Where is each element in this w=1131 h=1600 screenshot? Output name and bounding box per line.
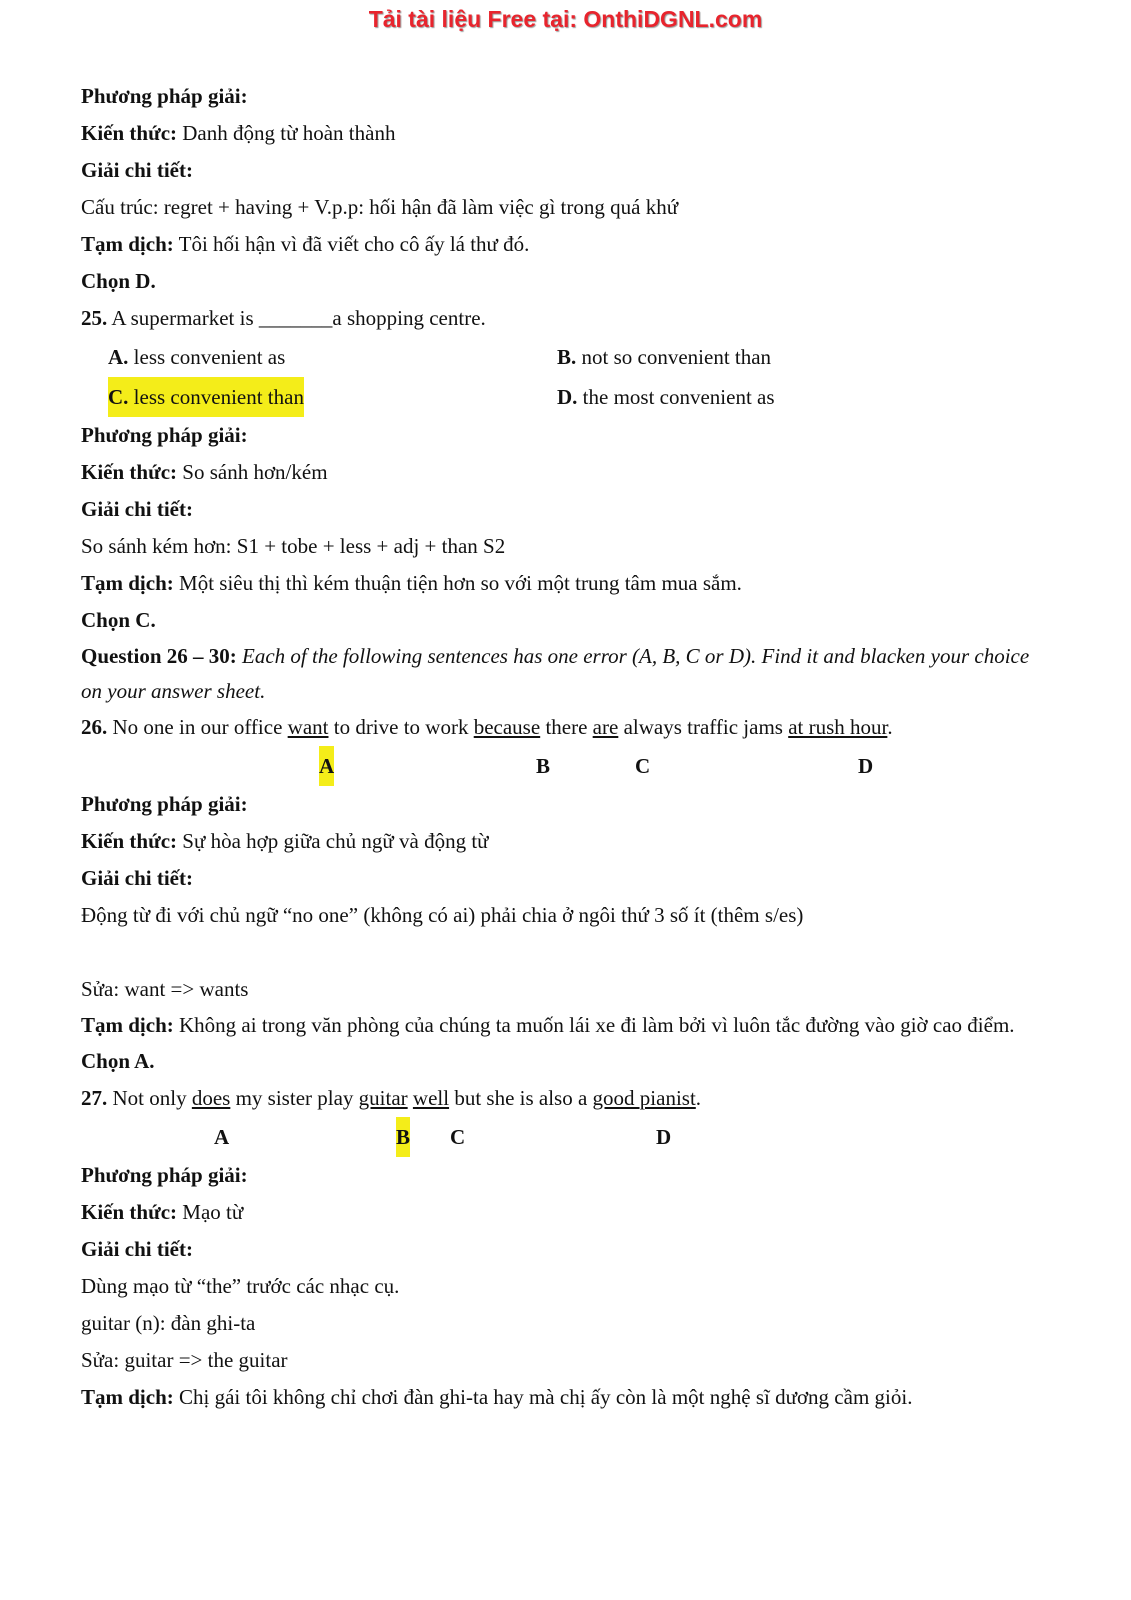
- error-markers: [81, 746, 1051, 786]
- marker-d: D: [656, 1125, 672, 1149]
- sentence-text: .: [695, 1086, 702, 1110]
- marker-c: C: [450, 1125, 466, 1149]
- translation-label: Tạm dịch:: [81, 232, 174, 256]
- marker-a-correct: A: [319, 746, 334, 786]
- translation-line: [81, 1379, 1051, 1416]
- blank-line: [81, 934, 1051, 971]
- question-27: [81, 1080, 1051, 1117]
- option-text: the most convenient as: [582, 385, 775, 409]
- marker-b-correct: B: [396, 1117, 410, 1157]
- options-row: [81, 377, 1051, 417]
- knowledge-label: Kiến thức:: [81, 1200, 178, 1224]
- translation-text: Chị gái tôi không chỉ chơi đàn ghi-ta hay mà chị ấy còn là một nghệ sĩ dương cầm giỏi.: [179, 1385, 913, 1409]
- underlined-b: because: [473, 715, 541, 739]
- error-markers: [81, 1117, 1051, 1157]
- underlined-d: good pianist: [592, 1086, 696, 1110]
- knowledge-label: Kiến thức:: [81, 460, 178, 484]
- options-row: [81, 337, 1051, 377]
- document-body: [81, 78, 1051, 1416]
- option-a: [108, 337, 285, 377]
- question-number: 25.: [81, 306, 108, 330]
- translation-label: Tạm dịch:: [81, 1013, 174, 1037]
- section-text: Each of the following sentences has one error (A, B, C or D). Find it and blacken your choice on your answer sheet.: [81, 644, 1030, 703]
- underlined-a: does: [191, 1086, 231, 1110]
- detail-text: guitar (n): đàn ghi-ta: [81, 1311, 256, 1335]
- sentence-text: my sister play: [230, 1086, 359, 1110]
- site-header: Tải tài liệu Free tại: OnthiDGNL.com: [368, 6, 763, 32]
- option-letter: C.: [108, 385, 129, 409]
- detail-heading: Giải chi tiết:: [81, 1237, 193, 1261]
- question-25: [81, 300, 1051, 337]
- sentence-text: there: [540, 715, 593, 739]
- method-heading: Phương pháp giải:: [81, 1163, 248, 1187]
- option-letter: D.: [557, 385, 578, 409]
- underlined-d: at rush hour: [788, 715, 888, 739]
- fix-text: Sửa: want => wants: [81, 977, 249, 1001]
- knowledge-text: Danh động từ hoàn thành: [182, 121, 396, 145]
- option-text: less convenient than: [133, 385, 304, 409]
- option-letter: A.: [108, 345, 129, 369]
- method-heading: Phương pháp giải:: [81, 792, 248, 816]
- detail-text: Động từ đi với chủ ngữ “no one” (không có ai) phải chia ở ngôi thứ 3 số ít (thêm s/es): [81, 903, 804, 927]
- option-c-correct: [108, 377, 304, 417]
- underlined-c: are: [592, 715, 619, 739]
- knowledge-label: Kiến thức:: [81, 121, 178, 145]
- marker-a: A: [214, 1125, 230, 1149]
- question-number: 27.: [81, 1086, 108, 1110]
- sentence-text: .: [887, 715, 893, 739]
- detail-heading: Giải chi tiết:: [81, 497, 193, 521]
- question-stem: A supermarket is _______a shopping centre.: [111, 306, 486, 330]
- knowledge-line: [81, 823, 1051, 860]
- detail-text: So sánh kém hơn: S1 + tobe + less + adj + than S2: [81, 534, 506, 558]
- knowledge-line: [81, 115, 1051, 152]
- translation-line: [81, 565, 1051, 602]
- method-heading: Phương pháp giải:: [81, 423, 248, 447]
- knowledge-label: Kiến thức:: [81, 829, 178, 853]
- section-label: Question 26 – 30:: [81, 644, 237, 668]
- detail-heading: Giải chi tiết:: [81, 158, 193, 182]
- marker-b: B: [536, 754, 551, 778]
- detail-text: Cấu trúc: regret + having + V.p.p: hối hận đã làm việc gì trong quá khứ: [81, 195, 679, 219]
- detail-text: Dùng mạo từ “the” trước các nhạc cụ.: [81, 1274, 400, 1298]
- knowledge-text: So sánh hơn/kém: [182, 460, 328, 484]
- option-letter: B.: [557, 345, 577, 369]
- sentence-text: but she is also a: [449, 1086, 593, 1110]
- underlined-c: well: [412, 1086, 450, 1110]
- translation-text: Tôi hối hận vì đã viết cho cô ấy lá thư đó.: [178, 232, 530, 256]
- knowledge-text: Sự hòa hợp giữa chủ ngữ và động từ: [182, 829, 489, 853]
- underlined-b: guitar: [358, 1086, 408, 1110]
- option-text: less convenient as: [133, 345, 286, 369]
- knowledge-text: Mạo từ: [182, 1200, 244, 1224]
- option-b: [557, 337, 771, 377]
- option-text: not so convenient than: [581, 345, 772, 369]
- knowledge-line: [81, 1194, 1051, 1231]
- translation-line: [81, 226, 1051, 263]
- fix-text: Sửa: guitar => the guitar: [81, 1348, 288, 1372]
- answer-choice: Chọn D.: [81, 269, 156, 293]
- question-26: [81, 709, 1051, 746]
- sentence-text: No one in our office: [112, 715, 288, 739]
- translation-line: [81, 1008, 1051, 1043]
- underlined-a: want: [287, 715, 329, 739]
- sentence-text: Not only: [112, 1086, 192, 1110]
- translation-text: Một siêu thị thì kém thuận tiện hơn so với một trung tâm mua sắm.: [179, 571, 742, 595]
- option-d: [557, 377, 775, 417]
- question-number: 26.: [81, 715, 108, 739]
- translation-label: Tạm dịch:: [81, 571, 174, 595]
- translation-text: Không ai trong văn phòng của chúng ta muốn lái xe đi làm bởi vì luôn tắc đường vào giờ cao điểm.: [179, 1013, 1015, 1037]
- marker-d: D: [858, 754, 874, 778]
- translation-label: Tạm dịch:: [81, 1385, 174, 1409]
- method-heading: Phương pháp giải:: [81, 84, 248, 108]
- answer-choice: Chọn A.: [81, 1049, 155, 1073]
- section-instruction: [81, 639, 1051, 709]
- marker-c: C: [635, 754, 651, 778]
- answer-choice: Chọn C.: [81, 608, 156, 632]
- sentence-text: to drive to work: [328, 715, 474, 739]
- sentence-text: always traffic jams: [618, 715, 789, 739]
- knowledge-line: [81, 454, 1051, 491]
- detail-heading: Giải chi tiết:: [81, 866, 193, 890]
